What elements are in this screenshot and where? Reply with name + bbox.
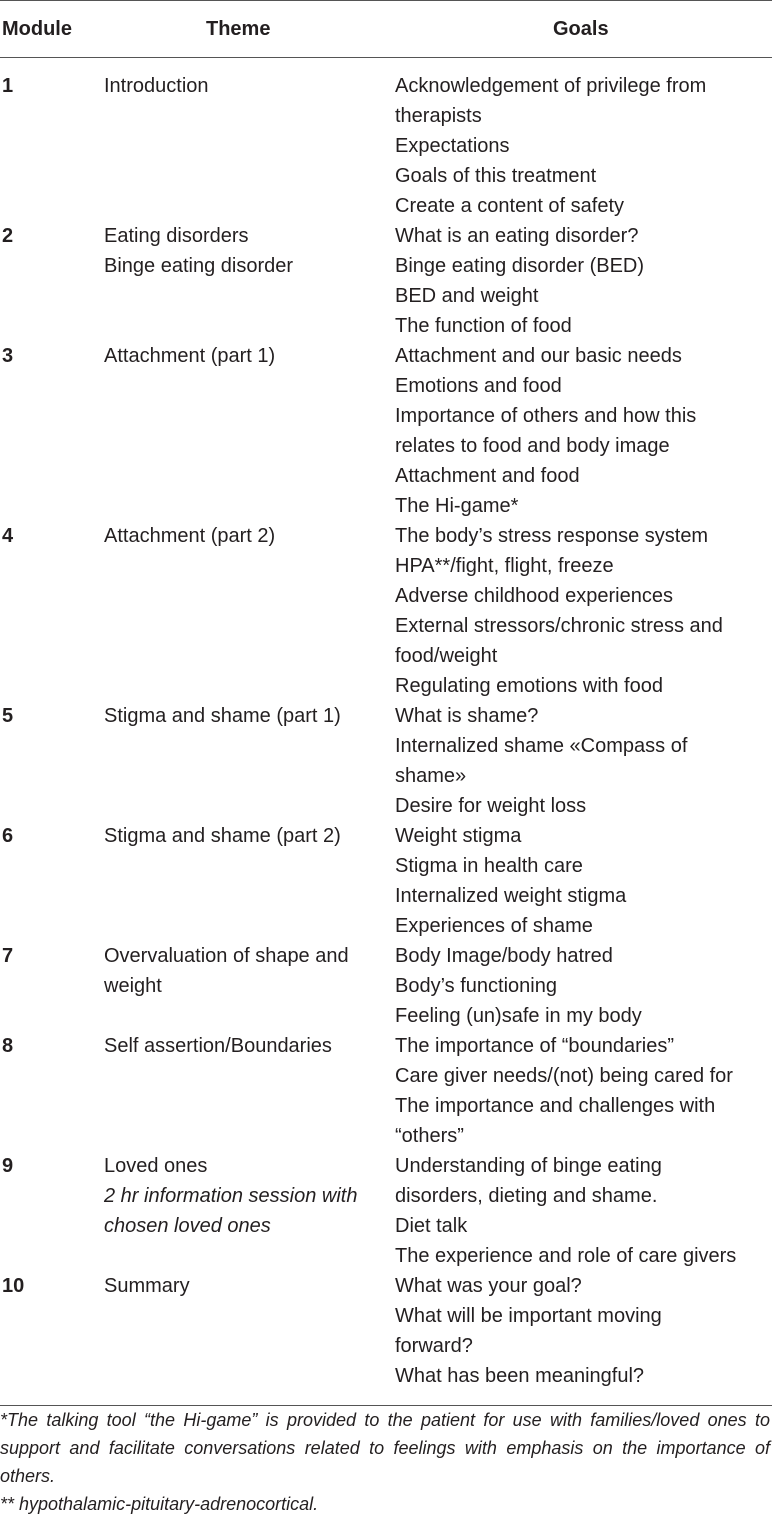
theme-line: Introduction	[104, 75, 209, 97]
module-theme	[104, 1271, 395, 1406]
module-goals	[395, 941, 772, 1031]
module-theme	[104, 341, 395, 521]
header-goals: Goals	[395, 1, 772, 58]
theme-line: Binge eating disorder	[104, 255, 294, 277]
goal-line: Feeling (un)safe in my body	[395, 1005, 642, 1027]
goal-line: What is an eating disorder?	[395, 225, 639, 247]
module-number: 10	[0, 1271, 104, 1406]
goal-line: Desire for weight loss	[395, 795, 587, 817]
goal-line: BED and weight	[395, 285, 539, 307]
theme-line: Stigma and shame (part 1)	[104, 705, 341, 727]
module-goals	[395, 821, 772, 941]
goal-line: Body’s functioning	[395, 975, 557, 997]
goal-line: Internalized weight stigma	[395, 885, 627, 907]
theme-line: Eating disorders	[104, 225, 249, 247]
goal-line: Diet talk	[395, 1215, 468, 1237]
goal-line: Create a content of safety	[395, 195, 625, 217]
table-row	[0, 521, 772, 701]
goal-line: The importance of “boundaries”	[395, 1035, 675, 1057]
module-theme	[104, 221, 395, 341]
module-theme	[104, 821, 395, 941]
module-number: 7	[2, 945, 14, 967]
table-row	[0, 821, 772, 941]
goal-line: forward?	[395, 1335, 473, 1357]
goal-line: Attachment and our basic needs	[395, 345, 682, 367]
goal-line: Stigma in health care	[395, 855, 583, 877]
module-number: 3	[2, 345, 14, 367]
footnote-hpa: ** hypothalamic-pituitary-adrenocortical.	[0, 1494, 319, 1514]
module-goals	[395, 701, 772, 821]
table-row	[0, 341, 772, 521]
table-row	[0, 701, 772, 821]
goal-line: What has been meaningful?	[395, 1365, 645, 1387]
goal-line: “others”	[395, 1125, 464, 1147]
theme-line: Self assertion/Boundaries	[104, 1035, 332, 1057]
header-theme: Theme	[104, 1, 395, 58]
goal-line: food/weight	[395, 645, 498, 667]
theme-line: chosen loved ones	[104, 1215, 271, 1237]
table-row	[0, 1271, 772, 1406]
module-number: 4	[2, 525, 14, 547]
module-number: 1	[2, 75, 14, 97]
header-module: Module	[0, 1, 104, 58]
goal-line: Expectations	[395, 135, 510, 157]
goal-line: Internalized shame «Compass of	[395, 735, 688, 757]
goal-line: Emotions and food	[395, 375, 562, 397]
theme-line: Attachment (part 1)	[104, 345, 276, 367]
theme-line: Summary	[104, 1275, 190, 1297]
goal-line: External stressors/chronic stress and	[395, 615, 723, 637]
table-footnotes	[0, 1406, 770, 1518]
module-goals	[395, 1031, 772, 1151]
module-theme	[104, 521, 395, 701]
theme-line: Loved ones	[104, 1155, 208, 1177]
goal-line: Attachment and food	[395, 465, 580, 487]
table-body	[0, 58, 772, 1406]
module-goals	[395, 1271, 772, 1406]
table-row	[0, 58, 772, 222]
goal-line: The experience and role of care givers	[395, 1245, 737, 1267]
goal-line: disorders, dieting and shame.	[395, 1185, 658, 1207]
header-row	[0, 1, 772, 58]
module-theme	[104, 1151, 395, 1271]
goal-line: shame»	[395, 765, 467, 787]
module-number: 8	[2, 1035, 14, 1057]
table-header	[0, 1, 772, 58]
goal-line: Goals of this treatment	[395, 165, 597, 187]
module-number: 5	[2, 705, 14, 727]
theme-line: Attachment (part 2)	[104, 525, 276, 547]
goal-line: relates to food and body image	[395, 435, 670, 457]
table-row	[0, 1151, 772, 1271]
table-row	[0, 1031, 772, 1151]
theme-line: Stigma and shame (part 2)	[104, 825, 341, 847]
goal-line: The importance and challenges with	[395, 1095, 716, 1117]
goal-line: Care giver needs/(not) being cared for	[395, 1065, 733, 1087]
theme-line: weight	[104, 975, 162, 997]
module-goals	[395, 341, 772, 521]
module-number: 2	[2, 225, 14, 247]
table-row	[0, 221, 772, 341]
goal-line: Binge eating disorder (BED)	[395, 255, 645, 277]
module-number: 6	[2, 825, 14, 847]
module-goals	[395, 58, 772, 222]
theme-line: Overvaluation of shape and	[104, 945, 349, 967]
module-goals	[395, 521, 772, 701]
goal-line: What was your goal?	[395, 1275, 582, 1297]
goal-line: Weight stigma	[395, 825, 522, 847]
goal-line: Acknowledgement of privilege from	[395, 75, 707, 97]
goal-line: Understanding of binge eating	[395, 1155, 662, 1177]
goal-line: therapists	[395, 105, 482, 127]
goal-line: The body’s stress response system	[395, 525, 709, 547]
goal-line: What will be important moving	[395, 1305, 662, 1327]
goal-line: Experiences of shame	[395, 915, 593, 937]
goal-line: The function of food	[395, 315, 572, 337]
module-number: 9	[2, 1155, 14, 1177]
goal-line: The Hi-game*	[395, 495, 519, 517]
module-goals	[395, 221, 772, 341]
module-theme	[104, 58, 395, 222]
goal-line: Regulating emotions with food	[395, 675, 663, 697]
module-theme	[104, 701, 395, 821]
goal-line: Adverse childhood experiences	[395, 585, 673, 607]
goal-line: Body Image/body hatred	[395, 945, 613, 967]
goal-line: Importance of others and how this	[395, 405, 697, 427]
module-theme	[104, 941, 395, 1031]
table-row	[0, 941, 772, 1031]
footnote-hi-game: *The talking tool “the Hi-game” is provided to the patient for use with families/loved ones to support and facilitate conversations related to feelings with emphasis on the importance of others.	[0, 1410, 770, 1486]
module-goals	[395, 1151, 772, 1271]
goal-line: HPA**/fight, flight, freeze	[395, 555, 614, 577]
module-theme	[104, 1031, 395, 1151]
goal-line: What is shame?	[395, 705, 539, 727]
theme-line: 2 hr information session with	[104, 1185, 358, 1207]
